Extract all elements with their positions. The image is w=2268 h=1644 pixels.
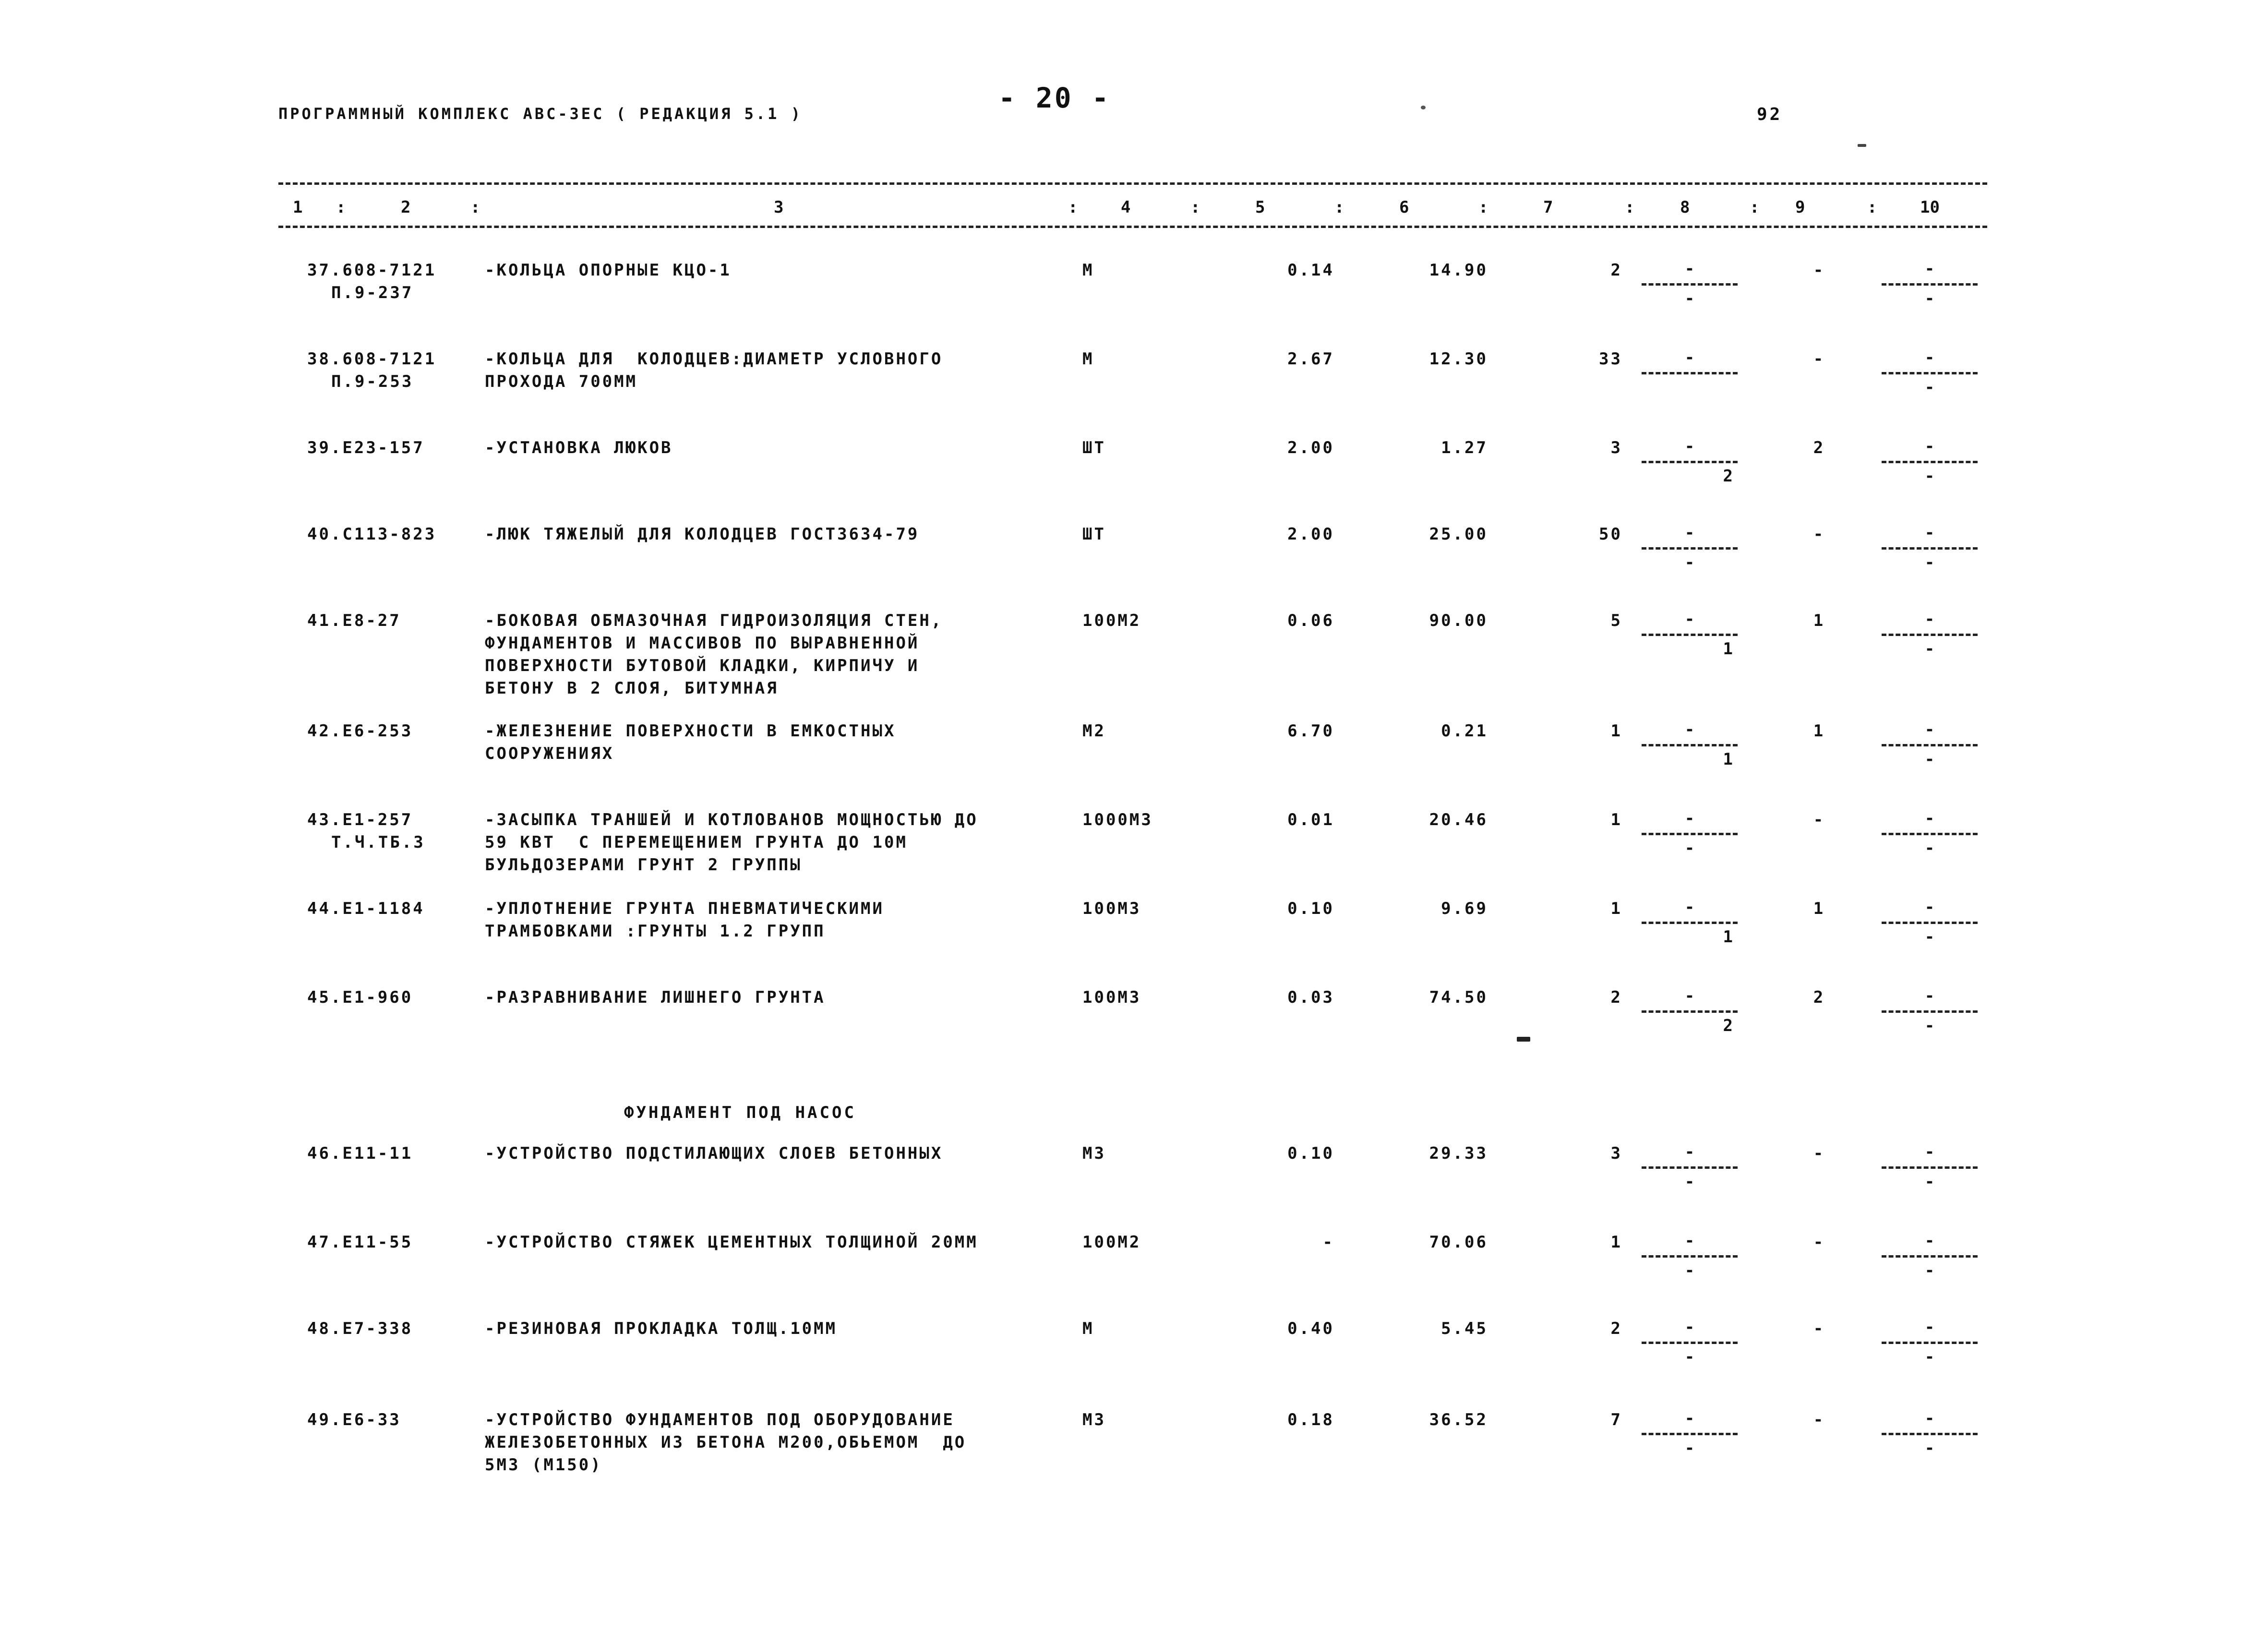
col10-denominator: - [1924, 1439, 1935, 1458]
col10-numerator: - [1924, 986, 1935, 1006]
row-quantity: 0.10 [1287, 899, 1334, 918]
row-description [485, 437, 673, 459]
row-code: 40.С113-823 [307, 525, 437, 544]
col10-denominator: - [1924, 1261, 1935, 1280]
row-description [485, 1231, 978, 1254]
row-unit: М [1082, 1319, 1094, 1338]
row-quantity: 0.01 [1287, 810, 1334, 829]
col10-denominator: - [1924, 289, 1935, 308]
row-code: 48.Е7-338 [307, 1319, 413, 1338]
description-line: ЖЕЛЕЗОБЕТОННЫХ ИЗ БЕТОНА М200,ОБЬЕМОМ ДО [485, 1433, 967, 1452]
row-description [485, 1142, 943, 1165]
row-col7: 5 [1610, 611, 1622, 630]
col-4-header: 4 [1121, 198, 1131, 217]
row-col9: - [1813, 349, 1825, 369]
description-line: 59 КВТ С ПЕРЕМЕЩЕНИЕМ ГРУНТА ДО 10М [485, 833, 908, 852]
col10-numerator: - [1924, 720, 1935, 739]
col8-denominator: 2 [1723, 467, 1733, 486]
row-code: 49.Е6-33 [307, 1410, 401, 1429]
row-col7: 1 [1610, 1233, 1622, 1252]
row-unit: М [1082, 261, 1094, 280]
row-col8-fraction [1637, 523, 1742, 595]
row-code: 47.Е11-55 [307, 1233, 413, 1252]
col10-numerator: - [1924, 610, 1935, 629]
row-col8-fraction [1637, 437, 1742, 509]
row-price: 70.06 [1429, 1233, 1488, 1252]
col10-denominator: - [1924, 927, 1935, 947]
row-col7: 3 [1610, 1144, 1622, 1163]
fraction-bar [1882, 634, 1978, 636]
col10-numerator: - [1924, 1318, 1935, 1337]
row-code: 37.608-7121 [307, 261, 437, 280]
description-line: -УСТРОЙСТВО СТЯЖЕК ЦЕМЕНТНЫХ ТОЛЩИНОЙ 20ММ [485, 1233, 978, 1252]
row-quantity: 2.67 [1287, 349, 1334, 369]
description-line: -УСТАНОВКА ЛЮКОВ [485, 438, 673, 457]
sheet-number: 92 [1757, 105, 1783, 124]
fraction-bar [1642, 634, 1738, 636]
col-8-header: 8 [1680, 198, 1690, 217]
row-quantity: 2.00 [1287, 438, 1334, 457]
row-col9: - [1813, 810, 1825, 829]
row-col10-fraction [1877, 523, 1982, 595]
description-line: -УСТРОЙСТВО ПОДСТИЛАЮЩИХ СЛОЕВ БЕТОННЫХ [485, 1144, 943, 1163]
row-col8-fraction [1637, 348, 1742, 420]
row-description [485, 1318, 837, 1340]
description-line: ФУНДАМЕНТОВ И МАССИВОВ ПО ВЫРАВНЕННОЙ [485, 634, 920, 653]
row-col9: 1 [1813, 721, 1825, 741]
row-unit: 100М3 [1082, 899, 1141, 918]
row-col8-fraction [1637, 259, 1742, 331]
col-3-header: 3 [774, 198, 784, 217]
col10-numerator: - [1924, 1409, 1935, 1428]
fraction-bar [1882, 1433, 1978, 1435]
description-line: -КОЛЬЦА ОПОРНЫЕ КЦО-1 [485, 261, 732, 280]
fraction-bar [1882, 547, 1978, 550]
description-line: 5М3 (М150) [485, 1455, 602, 1475]
row-description [485, 348, 943, 393]
fraction-bar [1642, 833, 1738, 835]
fraction-bar [1882, 1255, 1978, 1258]
row-code: 46.Е11-11 [307, 1144, 413, 1163]
row-unit: М3 [1082, 1144, 1106, 1163]
row-col10-fraction [1877, 898, 1982, 970]
col-separator: : [1190, 198, 1200, 217]
row-unit: 100М2 [1082, 1233, 1141, 1252]
row-col7: 3 [1610, 438, 1622, 457]
header-rule [278, 226, 1987, 228]
fraction-bar [1642, 744, 1738, 746]
col10-denominator: - [1924, 750, 1935, 769]
fraction-bar [1642, 1433, 1738, 1435]
section-title: ФУНДАМЕНТ ПОД НАСОС [624, 1103, 856, 1122]
col8-denominator: - [1684, 1439, 1695, 1458]
row-quantity: 0.14 [1287, 261, 1334, 280]
col10-denominator: - [1924, 639, 1935, 659]
scan-artifact [1858, 144, 1866, 147]
row-code-ref: П.9-253 [331, 372, 414, 391]
col8-numerator: - [1684, 1409, 1695, 1428]
row-col7: 33 [1599, 349, 1622, 369]
col8-denominator: - [1684, 1347, 1695, 1367]
row-col10-fraction [1877, 437, 1982, 509]
fraction-bar [1882, 1010, 1978, 1013]
col8-numerator: - [1684, 1142, 1695, 1162]
col10-numerator: - [1924, 898, 1935, 917]
row-col8-fraction [1637, 1231, 1742, 1303]
row-quantity: 0.03 [1287, 988, 1334, 1007]
fraction-bar [1882, 1166, 1978, 1169]
col8-numerator: - [1684, 348, 1695, 367]
col8-numerator: - [1684, 437, 1695, 456]
row-description [485, 986, 826, 1009]
fraction-bar [1882, 922, 1978, 924]
col-separator: : [1068, 198, 1078, 217]
col10-denominator: - [1924, 553, 1935, 572]
description-line: -РЕЗИНОВАЯ ПРОКЛАДКА ТОЛЩ.10ММ [485, 1319, 838, 1338]
description-line: БУЛЬДОЗЕРАМИ ГРУНТ 2 ГРУППЫ [485, 855, 802, 875]
col-10-header: 10 [1920, 198, 1940, 217]
col8-numerator: - [1684, 610, 1695, 629]
col10-numerator: - [1924, 348, 1935, 367]
col10-numerator: - [1924, 1231, 1935, 1250]
row-col7: 2 [1610, 261, 1622, 280]
fraction-bar [1882, 461, 1978, 463]
row-description [485, 720, 896, 765]
row-quantity: 0.18 [1287, 1410, 1334, 1429]
fraction-bar [1642, 372, 1738, 374]
col10-numerator: - [1924, 1142, 1935, 1162]
fraction-bar [1882, 372, 1978, 374]
description-line: -УПЛОТНЕНИЕ ГРУНТА ПНЕВМАТИЧЕСКИМИ [485, 899, 884, 918]
row-col8-fraction [1637, 1409, 1742, 1481]
col-5-header: 5 [1255, 198, 1265, 217]
col8-numerator: - [1684, 1318, 1695, 1337]
row-col7: 50 [1599, 525, 1622, 544]
row-col10-fraction [1877, 1409, 1982, 1481]
fraction-bar [1642, 1010, 1738, 1013]
col-separator: : [1478, 198, 1488, 217]
col10-denominator: - [1924, 839, 1935, 858]
fraction-bar [1882, 744, 1978, 746]
col-separator: : [1867, 198, 1877, 217]
col8-denominator: 2 [1723, 1016, 1733, 1035]
col8-denominator: - [1684, 1172, 1695, 1191]
row-price: 14.90 [1429, 261, 1488, 280]
row-col7: 2 [1610, 1319, 1622, 1338]
col-2-header: 2 [401, 198, 411, 217]
col-1-header: 1 [293, 198, 303, 217]
row-code: 41.Е8-27 [307, 611, 401, 630]
row-col10-fraction [1877, 348, 1982, 420]
row-col7: 7 [1610, 1410, 1622, 1429]
col10-denominator: - [1924, 1172, 1935, 1191]
row-col9: 1 [1813, 611, 1825, 630]
fraction-bar [1642, 922, 1738, 924]
row-col10-fraction [1877, 720, 1982, 792]
col10-numerator: - [1924, 259, 1935, 278]
row-price: 36.52 [1429, 1410, 1488, 1429]
row-col9: - [1813, 261, 1825, 280]
fraction-bar [1642, 1255, 1738, 1258]
row-col7: 1 [1610, 899, 1622, 918]
row-col8-fraction [1637, 986, 1742, 1058]
col8-numerator: - [1684, 523, 1695, 542]
row-unit: М [1082, 349, 1094, 369]
col10-numerator: - [1924, 809, 1935, 828]
row-description [485, 259, 732, 282]
row-description [485, 610, 943, 700]
row-unit: М2 [1082, 721, 1106, 741]
fraction-bar [1882, 283, 1978, 286]
description-line: -ЗАСЫПКА ТРАНШЕЙ И КОТЛОВАНОВ МОЩНОСТЬЮ ДО [485, 810, 978, 829]
col-7-header: 7 [1543, 198, 1553, 217]
row-col10-fraction [1877, 1231, 1982, 1303]
row-col9: 1 [1813, 899, 1825, 918]
col8-numerator: - [1684, 259, 1695, 278]
row-price: 9.69 [1441, 899, 1488, 918]
scan-artifact [1421, 106, 1426, 109]
row-col8-fraction [1637, 1318, 1742, 1390]
row-price: 20.46 [1429, 810, 1488, 829]
col10-denominator: - [1924, 1016, 1935, 1035]
fraction-bar [1882, 833, 1978, 835]
row-col7: 2 [1610, 988, 1622, 1007]
col10-denominator: - [1924, 378, 1935, 397]
fraction-bar [1642, 1342, 1738, 1344]
row-col7: 1 [1610, 810, 1622, 829]
col-separator: : [1625, 198, 1635, 217]
col8-numerator: - [1684, 809, 1695, 828]
row-code-ref: П.9-237 [331, 283, 414, 302]
col8-numerator: - [1684, 720, 1695, 739]
col-6-header: 6 [1399, 198, 1409, 217]
row-description [485, 809, 978, 876]
col-separator: : [1750, 198, 1760, 217]
row-col8-fraction [1637, 898, 1742, 970]
col10-numerator: - [1924, 523, 1935, 542]
row-description [485, 898, 884, 943]
fraction-bar [1642, 283, 1738, 286]
col8-numerator: - [1684, 1231, 1695, 1250]
row-description [485, 1409, 966, 1476]
row-col8-fraction [1637, 610, 1742, 682]
row-col9: - [1813, 1144, 1825, 1163]
row-unit: ШТ [1082, 438, 1106, 457]
row-price: 29.33 [1429, 1144, 1488, 1163]
fraction-bar [1642, 547, 1738, 550]
description-line: ПОВЕРХНОСТИ БУТОВОЙ КЛАДКИ, КИРПИЧУ И [485, 656, 920, 675]
col8-numerator: - [1684, 898, 1695, 917]
row-quantity: 0.06 [1287, 611, 1334, 630]
row-col10-fraction [1877, 1142, 1982, 1214]
program-header: ПРОГРАММНЫЙ КОМПЛЕКС АВС-3ЕС ( РЕДАКЦИЯ 5.1 ) [278, 105, 803, 123]
row-code: 43.Е1-257 [307, 810, 413, 829]
row-code: 39.Е23-157 [307, 438, 425, 457]
description-line: -ЖЕЛЕЗНЕНИЕ ПОВЕРХНОСТИ В ЕМКОСТНЫХ [485, 721, 896, 741]
row-price: 25.00 [1429, 525, 1488, 544]
row-code-ref: Т.Ч.ТБ.3 [331, 833, 425, 852]
description-line: -УСТРОЙСТВО ФУНДАМЕНТОВ ПОД ОБОРУДОВАНИЕ [485, 1410, 955, 1429]
col-separator: : [470, 198, 480, 217]
col10-numerator: - [1924, 437, 1935, 456]
row-price: 5.45 [1441, 1319, 1488, 1338]
row-col9: - [1813, 1233, 1825, 1252]
page-number: - 20 - [998, 82, 1111, 114]
row-price: 12.30 [1429, 349, 1488, 369]
row-col9: 2 [1813, 988, 1825, 1007]
description-line: -КОЛЬЦА ДЛЯ КОЛОДЦЕВ:ДИАМЕТР УСЛОВНОГО [485, 349, 943, 369]
row-unit: 1000М3 [1082, 810, 1153, 829]
col-separator: : [336, 198, 346, 217]
row-code: 42.Е6-253 [307, 721, 413, 741]
description-line: -БОКОВАЯ ОБМАЗОЧНАЯ ГИДРОИЗОЛЯЦИЯ СТЕН, [485, 611, 943, 630]
fraction-bar [1882, 1342, 1978, 1344]
col8-denominator: - [1684, 1261, 1695, 1280]
fraction-bar [1642, 1166, 1738, 1169]
col8-numerator: - [1684, 986, 1695, 1006]
row-description [485, 523, 919, 546]
scan-artifact [1517, 1037, 1530, 1042]
col8-denominator: - [1684, 839, 1695, 858]
col-9-header: 9 [1795, 198, 1805, 217]
col-separator: : [1334, 198, 1344, 217]
row-col8-fraction [1637, 1142, 1742, 1214]
row-quantity: 0.10 [1287, 1144, 1334, 1163]
row-col10-fraction [1877, 986, 1982, 1058]
row-col10-fraction [1877, 1318, 1982, 1390]
top-rule [278, 182, 1987, 185]
row-unit: ШТ [1082, 525, 1106, 544]
row-price: 0.21 [1441, 721, 1488, 741]
row-col10-fraction [1877, 610, 1982, 682]
row-col9: - [1813, 1410, 1825, 1429]
fraction-bar [1642, 461, 1738, 463]
description-line: -ЛЮК ТЯЖЕЛЫЙ ДЛЯ КОЛОДЦЕВ ГОСТ3634-79 [485, 525, 920, 544]
row-col8-fraction [1637, 809, 1742, 881]
row-col9: - [1813, 525, 1825, 544]
col8-denominator: - [1684, 289, 1695, 308]
row-price: 74.50 [1429, 988, 1488, 1007]
row-col9: - [1813, 1319, 1825, 1338]
row-quantity: 0.40 [1287, 1319, 1334, 1338]
col10-denominator: - [1924, 467, 1935, 486]
col10-denominator: - [1924, 1347, 1935, 1367]
row-unit: 100М3 [1082, 988, 1141, 1007]
row-code: 44.Е1-1184 [307, 899, 425, 918]
row-code: 38.608-7121 [307, 349, 437, 369]
row-col9: 2 [1813, 438, 1825, 457]
row-unit: 100М2 [1082, 611, 1141, 630]
row-price: 90.00 [1429, 611, 1488, 630]
description-line: ТРАМБОВКАМИ :ГРУНТЫ 1.2 ГРУПП [485, 922, 826, 941]
description-line: ПРОХОДА 700ММ [485, 372, 638, 391]
description-line: СООРУЖЕНИЯХ [485, 744, 614, 763]
col8-denominator: 1 [1723, 927, 1733, 947]
row-quantity: - [1322, 1233, 1334, 1252]
row-col10-fraction [1877, 809, 1982, 881]
row-quantity: 6.70 [1287, 721, 1334, 741]
row-quantity: 2.00 [1287, 525, 1334, 544]
row-price: 1.27 [1441, 438, 1488, 457]
description-line: БЕТОНУ В 2 СЛОЯ, БИТУМНАЯ [485, 679, 779, 698]
col8-denominator: - [1684, 553, 1695, 572]
row-col8-fraction [1637, 720, 1742, 792]
col8-denominator: 1 [1723, 639, 1733, 659]
row-unit: М3 [1082, 1410, 1106, 1429]
row-col10-fraction [1877, 259, 1982, 331]
row-col7: 1 [1610, 721, 1622, 741]
description-line: -РАЗРАВНИВАНИЕ ЛИШНЕГО ГРУНТА [485, 988, 826, 1007]
row-code: 45.Е1-960 [307, 988, 413, 1007]
col8-denominator: 1 [1723, 750, 1733, 769]
